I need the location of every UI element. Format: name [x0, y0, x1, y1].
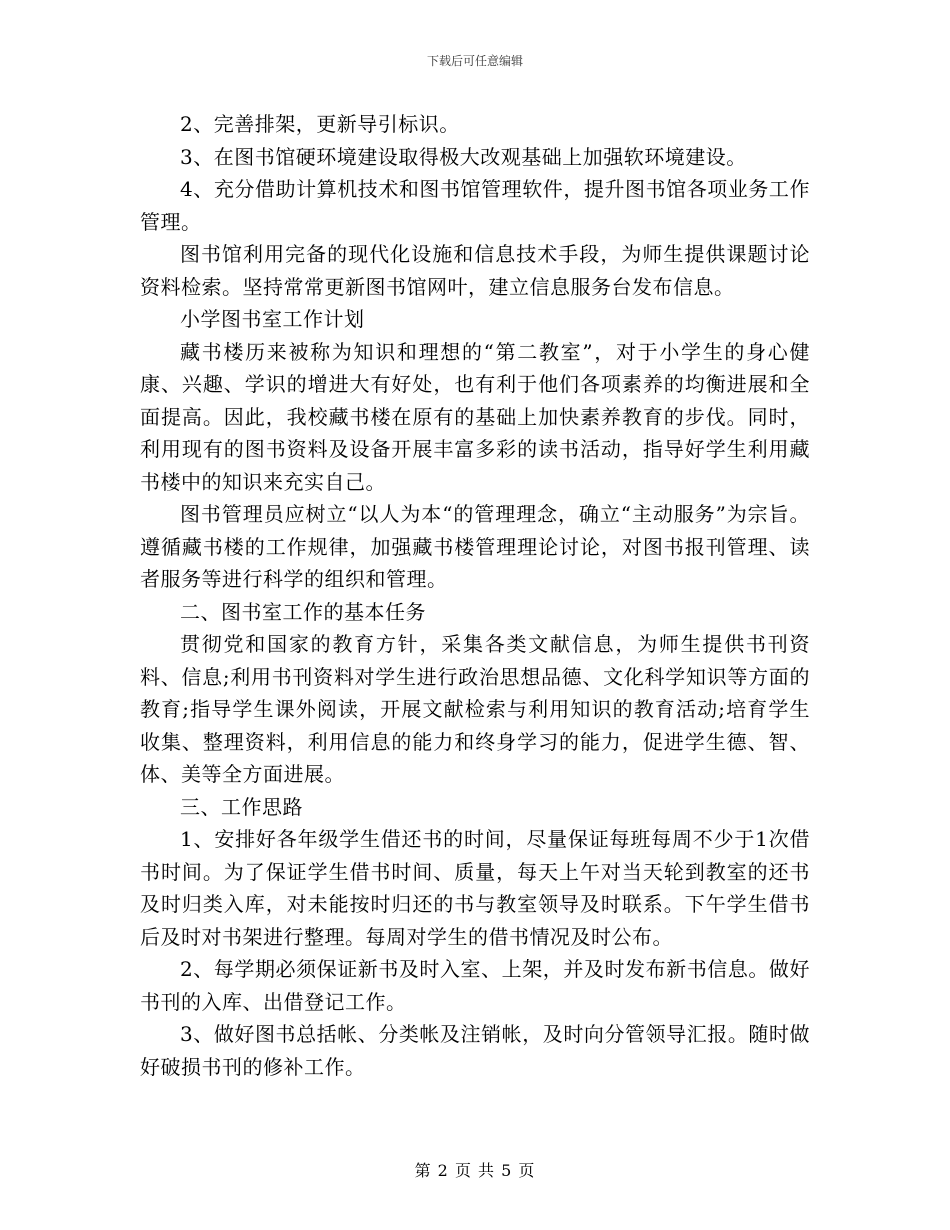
page-number-footer: 第 2 页 共 5 页 — [414, 1161, 536, 1180]
paragraph: 2、完善排架，更新导引标识。 — [180, 112, 460, 136]
paragraph: 4、充分借助计算机技术和图书馆管理软件，提升图书馆各项业务工作管理。 — [140, 177, 810, 234]
paragraph: 3、做好图书总括帐、分类帐及注销帐，及时向分管领导汇报。随时做好破损书刊的修补工作。 — [140, 1022, 810, 1079]
page-header: 下载后可任意编辑 — [426, 54, 523, 68]
section-heading: 三、工作思路 — [180, 794, 303, 819]
paragraph: 藏书楼历来被称为知识和理想的“第二教室”，对于小学生的身心健康、兴趣、学识的增进大有好处，也有利于他们各项素养的均衡进展和全面提高。因此，我校藏书楼在原有的基础上加快素养教育的步伐。同时，利用现有的图书资料及设备开展丰富多彩的读书活动，指导好学生利用藏书楼中的知识来充实自己。 — [140, 339, 810, 494]
paragraph: 贯彻党和国家的教育方针，采集各类文献信息，为师生提供书刊资料、信息;利用书刊资料对学生进行政治思想品德、文化科学知识等方面的教育;指导学生课外阅读，开展文献检索与利用知识的教育活动;培育学生收集、整理资料，利用信息的能力和终身学习的能力，促进学生德、智、体、美等全方面进展。 — [140, 632, 810, 786]
section-heading: 二、图书室工作的基本任务 — [180, 599, 426, 624]
section-heading: 小学图书室工作计划 — [180, 307, 365, 331]
paragraph: 图书馆利用完备的现代化设施和信息技术手段，为师生提供课题讨论资料检索。坚持常常更新图书馆网叶，建立信息服务台发布信息。 — [140, 242, 810, 299]
document-body — [140, 108, 810, 1083]
paragraph: 1、安排好各年级学生借还书的时间，尽量保证每班每周不少于1次借书时间。为了保证学生借书时间、质量，每天上午对当天轮到教室的还书及时归类入库，对未能按时归还的书与教室领导及时联系。下午学生借书后及时对书架进行整理。每周对学生的借书情况及时公布。 — [140, 827, 810, 949]
paragraph: 图书管理员应树立“以人为本“的管理理念，确立“主动服务”为宗旨。遵循藏书楼的工作规律，加强藏书楼管理理论讨论，对图书报刊管理、读者服务等进行科学的组织和管理。 — [140, 502, 810, 591]
paragraph: 2、每学期必须保证新书及时入室、上架，并及时发布新书信息。做好书刊的入库、出借登记工作。 — [140, 957, 810, 1014]
paragraph: 3、在图书馆硬环境建设取得极大改观基础上加强软环境建设。 — [180, 144, 747, 169]
